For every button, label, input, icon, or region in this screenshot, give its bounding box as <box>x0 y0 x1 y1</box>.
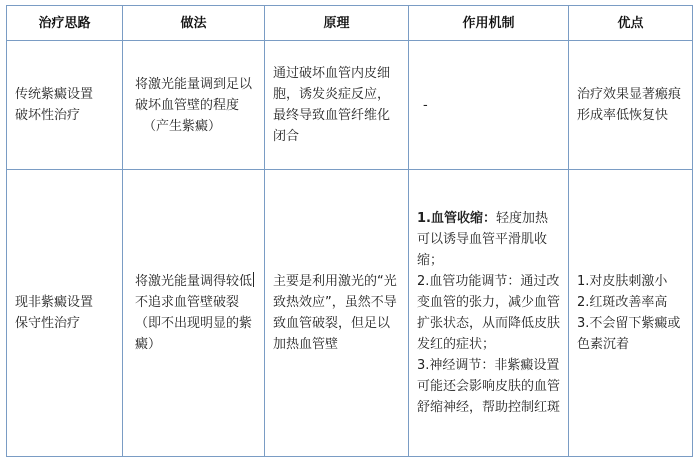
header-mechanism: 作用机制 <box>409 6 569 41</box>
method-line: （产生紫癜） <box>143 118 222 134</box>
advantage-item: 2.红斑改善率高 <box>577 295 668 310</box>
header-advantage: 优点 <box>569 6 693 41</box>
principle-text: 主要是利用激光的“光致热效应”，虽然不导致血管破裂，但足以加热血管壁 <box>273 274 397 352</box>
mechanism-item-label: 3.神经调节： <box>417 358 495 373</box>
method-line-wrap <box>135 271 256 292</box>
method-cell <box>123 41 265 170</box>
principle-text: 通过破坏血管内皮细胞，诱发炎症反应，最终导致血管纤维化闭合 <box>273 66 391 144</box>
approach-line: 保守性治疗 <box>15 316 81 331</box>
mechanism-item-text: 轻度加热可以诱导血管平滑肌收缩； <box>417 211 548 268</box>
mechanism-item <box>417 355 560 418</box>
method-line: 将激光能量调到足以破坏血管壁的程度 <box>135 76 253 113</box>
header-approach: 治疗思路 <box>7 6 123 41</box>
mechanism-item-label: 1.血管收缩： <box>417 211 496 226</box>
mechanism-cell <box>409 170 569 457</box>
mechanism-item-text: 通过改变血管的张力，减少血管扩张状态，从而降低皮肤发红的症状； <box>417 274 561 352</box>
approach-cell <box>7 41 123 170</box>
advantage-cell <box>569 41 693 170</box>
approach-cell <box>7 170 123 457</box>
advantage-item: 3.不会留下紫癜或色素沉着 <box>577 316 681 352</box>
approach-line: 传统紫癜设置 <box>15 87 94 102</box>
table-header-row <box>7 6 693 41</box>
method-cell <box>123 170 265 457</box>
comparison-table <box>6 5 693 457</box>
mechanism-cell <box>409 41 569 170</box>
mechanism-item-text: 非紫癜设置可能还会影响皮肤的血管舒缩神经，帮助控制红斑 <box>417 358 561 415</box>
mechanism-item-label: 2.血管功能调节： <box>417 274 521 289</box>
mechanism-item <box>417 271 560 355</box>
table-row <box>7 170 693 457</box>
header-principle: 原理 <box>265 6 409 41</box>
text-caret <box>253 272 254 287</box>
method-line: 不追求血管壁破裂（即不出现明显的紫癜） <box>135 295 253 352</box>
method-line: 将激光能量调得较低 <box>135 274 253 289</box>
principle-cell <box>265 41 409 170</box>
advantage-cell <box>569 170 693 457</box>
table-row <box>7 41 693 170</box>
approach-line: 现非紫癜设置 <box>15 295 94 310</box>
advantage-item: 1.对皮肤刺激小 <box>577 274 668 289</box>
header-method: 做法 <box>123 6 265 41</box>
mechanism-text: - <box>423 97 428 113</box>
approach-line: 破坏性治疗 <box>15 108 81 123</box>
advantage-text: 治疗效果显著瘢痕形成率低恢复快 <box>577 87 682 123</box>
mechanism-item <box>417 208 560 271</box>
principle-cell <box>265 170 409 457</box>
